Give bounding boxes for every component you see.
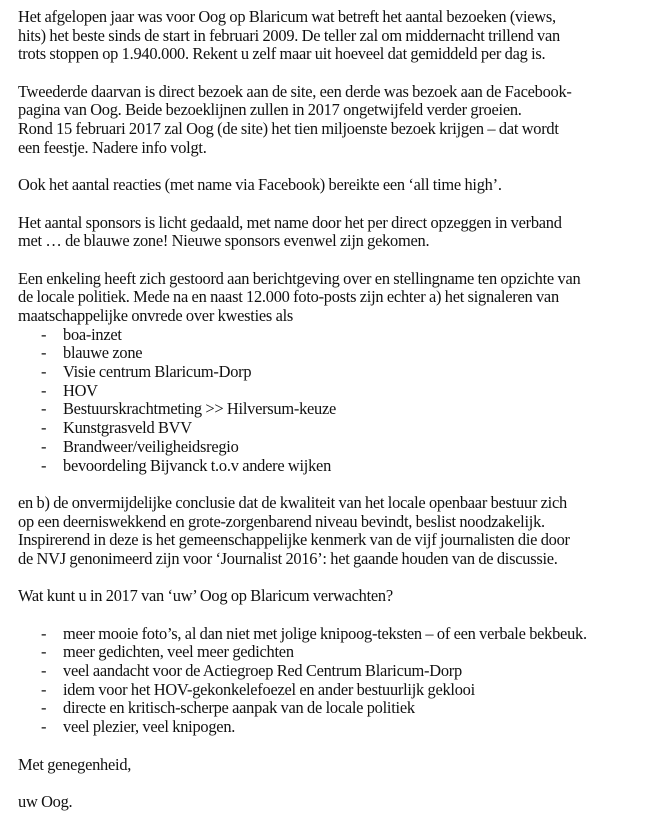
text-line: maatschappelijke onvrede over kwesties als: [18, 306, 294, 325]
list-item: [18, 326, 648, 345]
list-item: [18, 718, 648, 737]
blank-line: [18, 251, 648, 270]
expectations-list: [18, 625, 648, 737]
blank-line: [18, 774, 648, 793]
bullet-dash: -: [41, 642, 47, 662]
question-heading: Wat kunt u in 2017 van ‘uw’ Oog op Blaricum verwachten?: [18, 586, 393, 606]
text-line: Een enkeling heeft zich gestoord aan berichtgeving over en stellingname ten opzichte van: [18, 268, 581, 288]
text-line: met … de blauwe zone! Nieuwe sponsors evenwel zijn gekomen.: [18, 231, 430, 251]
bullet-dash: -: [41, 380, 47, 400]
paragraph-visit-breakdown: [18, 83, 648, 158]
list-item-text: boa-inzet: [63, 324, 122, 344]
list-item: [18, 363, 648, 382]
text-line: Het aantal sponsors is licht gedaald, met name door het per direct opzeggen in verband: [18, 212, 562, 232]
list-item: [18, 382, 648, 401]
bullet-dash: -: [41, 623, 47, 643]
bullet-dash: -: [41, 343, 47, 363]
document-body: [18, 8, 648, 812]
bullet-dash: -: [41, 698, 47, 718]
paragraph-annual-visits: [18, 8, 648, 64]
list-item-text: Bestuurskrachtmeting >> Hilversum-keuze: [63, 399, 337, 419]
blank-line: [18, 475, 648, 494]
bullet-dash: -: [41, 661, 47, 681]
blank-line: [18, 158, 648, 177]
text-line: de NVJ genonimeerd zijn voor ‘Journalist 2016’: het gaande houden van de discussie.: [18, 548, 558, 568]
text-line: Ook het aantal reacties (met name via Facebook) bereikte een ‘all time high’.: [18, 175, 502, 195]
paragraph-reactions: [18, 176, 648, 195]
text-line: Het afgelopen jaar was voor Oog op Blaricum wat betreft het aantal bezoeken (views,: [18, 7, 556, 26]
list-item-text: veel plezier, veel knipogen.: [63, 717, 236, 737]
signature: uw Oog.: [18, 791, 73, 811]
text-line: hits) het beste sinds de start in februari 2009. De teller zal om middernacht trillend van: [18, 25, 560, 45]
bullet-dash: -: [41, 679, 47, 699]
list-item: [18, 699, 648, 718]
list-item: [18, 625, 648, 644]
bullet-dash: -: [41, 324, 47, 344]
bullet-dash: -: [41, 399, 47, 419]
bullet-dash: -: [41, 455, 47, 475]
text-line: een feestje. Nadere info volgt.: [18, 137, 207, 157]
list-item-text: Kunstgrasveld BVV: [63, 418, 192, 438]
blank-line: [18, 64, 648, 83]
list-item: [18, 400, 648, 419]
bullet-dash: -: [41, 717, 47, 737]
text-line: trots stoppen op 1.940.000. Rekent u zelf maar uit hoeveel dat gemiddeld per dag is.: [18, 44, 546, 64]
list-item-text: veel aandacht voor de Actiegroep Red Centrum Blaricum-Dorp: [63, 661, 462, 681]
text-line: Rond 15 februari 2017 zal Oog (de site) het tien miljoenste bezoek krijgen – dat wordt: [18, 119, 559, 139]
list-item-text: Visie centrum Blaricum-Dorp: [63, 362, 252, 382]
text-line: Inspirerend in deze is het gemeenschappelijke kenmerk van de vijf journalisten die door: [18, 530, 570, 550]
list-item-text: directe en kritisch-scherpe aanpak van de locale politiek: [63, 698, 415, 718]
list-item: [18, 419, 648, 438]
list-item: [18, 662, 648, 681]
list-item: [18, 438, 648, 457]
list-item-text: idem voor het HOV-gekonkelefoezel en ander bestuurlijk geklooi: [63, 679, 475, 699]
text-line: op een deerniswekkend en grote-zorgenbarend niveau bevindt, beslist noodzakelijk.: [18, 511, 545, 531]
list-item-text: blauwe zone: [63, 343, 143, 363]
list-item: [18, 344, 648, 363]
closing-line: Met genegenheid,: [18, 754, 132, 774]
text-line: pagina van Oog. Beide bezoeklijnen zullen in 2017 ongetwijfeld verder groeien.: [18, 100, 522, 120]
bullet-dash: -: [41, 362, 47, 382]
bullet-dash: -: [41, 418, 47, 438]
blank-line: [18, 569, 648, 588]
paragraph-sponsors: [18, 214, 648, 251]
list-item-text: HOV: [63, 380, 98, 400]
list-item-text: meer mooie foto’s, al dan niet met jolige knipoog-teksten – of een verbale bekbeuk.: [63, 623, 587, 643]
text-line: en b) de onvermijdelijke conclusie dat de kwaliteit van het locale openbaar bestuur zich: [18, 492, 567, 512]
blank-line: [18, 606, 648, 625]
list-item-text: bevoordeling Bijvanck t.o.v andere wijken: [63, 455, 332, 475]
list-item-text: meer gedichten, veel meer gedichten: [63, 642, 294, 662]
issues-list: [18, 326, 648, 476]
paragraph-local-politics: [18, 270, 648, 326]
text-line: Tweederde daarvan is direct bezoek aan de site, een derde was bezoek aan de Facebook-: [18, 81, 572, 101]
list-item: [18, 681, 648, 700]
paragraph-conclusion: [18, 494, 648, 569]
list-item: [18, 457, 648, 476]
blank-line: [18, 737, 648, 756]
text-line: de locale politiek. Mede na en naast 12.000 foto-posts zijn echter a) het signaleren van: [18, 287, 559, 307]
list-item-text: Brandweer/veiligheidsregio: [63, 436, 239, 456]
list-item: [18, 643, 648, 662]
blank-line: [18, 195, 648, 214]
bullet-dash: -: [41, 436, 47, 456]
